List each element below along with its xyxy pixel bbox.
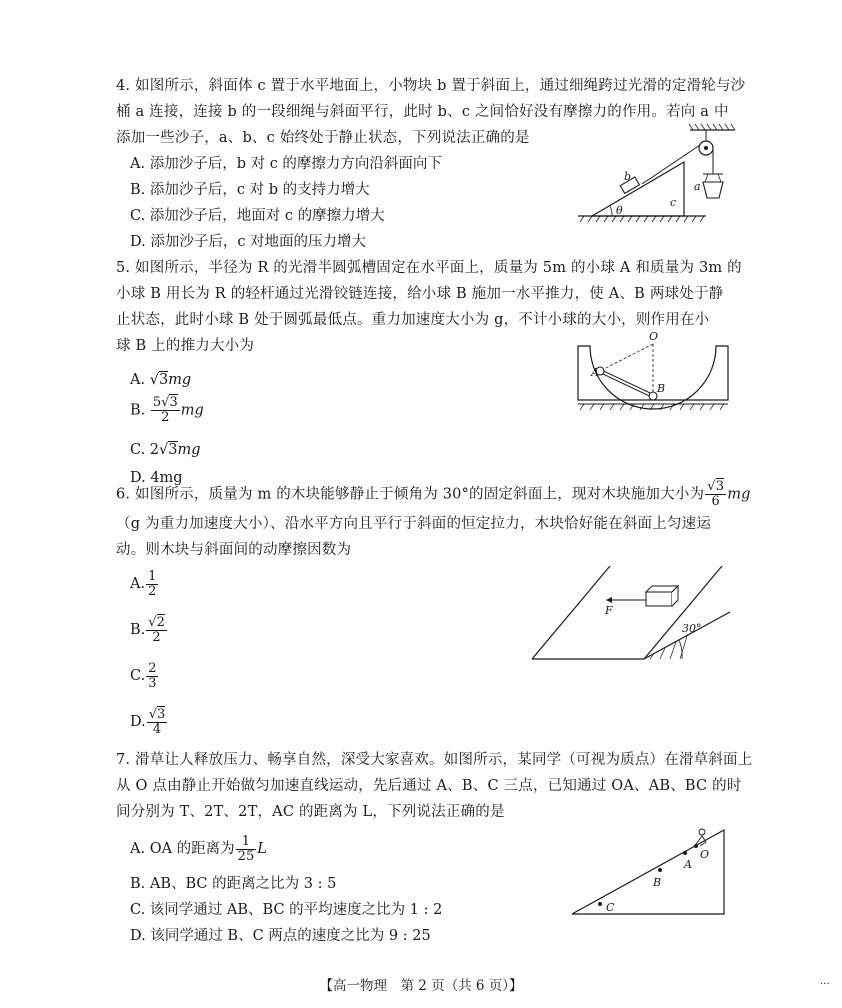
q5-line-2: 小球 B 用长为 R 的轻杆通过光滑铰链连接，给小球 B 施加一水平推力，使 A、B 两球处于静 — [116, 286, 724, 302]
q5-label-o: O — [649, 330, 659, 343]
q7-label-c: C — [606, 901, 615, 914]
page-footer: 【高一物理 第 2 页（共 6 页）】 — [319, 978, 523, 994]
q7-label-a: A — [684, 858, 692, 871]
q4-label-b: b — [624, 170, 632, 183]
q7-line-2: 从 O 点由静止开始做匀加速直线运动，先后通过 A、B、C 三点，已知通过 OA、AB、BC 的时 — [116, 778, 742, 794]
q6-line-3: 动。则木块与斜面间的动摩擦因数为 — [116, 542, 352, 558]
q4-label-theta: θ — [616, 204, 623, 217]
q6-option-c: C. $\frac{2}{3}$ — [130, 660, 157, 691]
q6-option-d: D. $\frac{√3}{4}$ — [130, 706, 166, 737]
q4-option-b: B. 添加沙子后，c 对 b 的支持力增大 — [130, 182, 370, 198]
q7-option-a: A. OA 的距离为 $\frac{1}{25}$ L — [130, 833, 267, 864]
q7-line-1: 7. 滑草让人释放压力、畅享自然，深受大家喜欢。如图所示，某同学（可视为质点）在滑草斜面上 — [116, 752, 753, 768]
q5-option-d: D. 4mg — [130, 470, 183, 486]
q7-figure — [572, 824, 732, 916]
corner-mark: ... — [820, 976, 830, 987]
q4-line-2: 桶 a 连接，连接 b 的一段细绳与斜面平行，此时 b、c 之间恰好没有摩擦力的作用。若向 a 中 — [116, 104, 729, 120]
q7-label-b: B — [653, 876, 662, 889]
q7-option-c: C. 该同学通过 AB、BC 的平均速度之比为 1 : 2 — [130, 902, 443, 918]
q4-figure — [560, 118, 760, 228]
q5-figure — [578, 330, 728, 412]
q4-option-a: A. 添加沙子后，b 对 c 的摩擦力方向沿斜面向下 — [130, 156, 442, 172]
q7-line-3: 间分别为 T、2T、2T，AC 的距离为 L，下列说法正确的是 — [116, 804, 505, 820]
q6-label-angle: 30° — [682, 622, 702, 635]
q5-option-b: B. $\frac{5√3}{2}$ mg — [130, 395, 204, 425]
q6-line-2: （g 为重力加速度大小）、沿水平方向且平行于斜面的恒定拉力，木块恰好能在斜面上匀速运 — [116, 516, 712, 532]
q5-line-4: 球 B 上的推力大小为 — [116, 338, 255, 354]
q6-figure — [532, 564, 732, 664]
q7-option-d: D. 该同学通过 B、C 两点的速度之比为 9 : 25 — [130, 928, 431, 944]
q6-line-1: 6. 如图所示，质量为 m 的木块能够静止于倾角为 30°的固定斜面上，现对木块施加大小为 $\frac{√3}{6}$ mg — [116, 479, 751, 509]
q4-line-1: 4. 如图所示，斜面体 c 置于水平地面上，小物块 b 置于斜面上，通过细绳跨过光滑的定滑轮与沙 — [116, 78, 746, 94]
q4-line-3: 添加一些沙子，a、b、c 始终处于静止状态，下列说法正确的是 — [116, 130, 530, 146]
q4-option-d: D. 添加沙子后，c 对地面的压力增大 — [130, 234, 367, 250]
q4-label-c: c — [670, 196, 677, 209]
q7-label-o: O — [700, 848, 710, 861]
q5-option-c: C. 2√3mg — [130, 442, 201, 458]
q5-label-b: B — [657, 382, 666, 395]
q5-option-a: A. √3mg — [130, 372, 192, 388]
q6-option-a: A. $\frac{1}{2}$ — [130, 568, 157, 599]
q4-option-c: C. 添加沙子后，地面对 c 的摩擦力增大 — [130, 208, 385, 224]
q5-line-1: 5. 如图所示，半径为 R 的光滑半圆弧槽固定在水平面上，质量为 5m 的小球 A 和质量为 3m 的 — [116, 260, 742, 276]
q6-option-b: B. $\frac{√2}{2}$ — [130, 614, 165, 645]
q5-line-3: 止状态，此时小球 B 处于圆弧最低点。重力加速度大小为 g，不计小球的大小，则作用在小 — [116, 312, 710, 328]
q4-label-a: a — [694, 180, 701, 193]
q7-option-b: B. AB、BC 的距离之比为 3 : 5 — [130, 876, 337, 892]
q5-label-a: A — [591, 366, 599, 379]
q6-label-f: F — [605, 604, 613, 617]
